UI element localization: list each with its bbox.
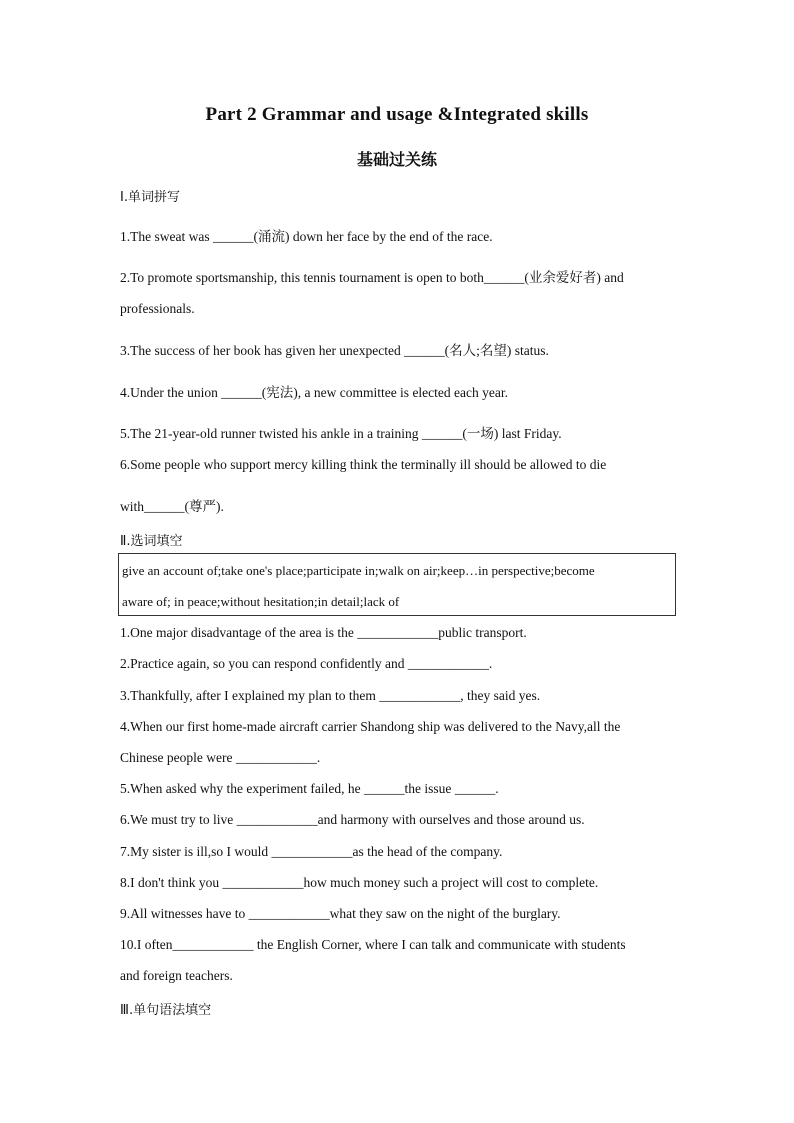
s1-item-2-cont: professionals. <box>120 301 195 316</box>
section-2-heading: Ⅱ.选词填空 <box>120 534 183 549</box>
section-1-heading: Ⅰ.单词拼写 <box>120 190 180 205</box>
word-box <box>118 553 676 616</box>
s2-item-8: 8.I don't think you ____________how much money such a project will cost to complete. <box>120 875 599 890</box>
s2-item-5: 5.When asked why the experiment failed, he ______the issue ______. <box>120 781 499 796</box>
word-box-line-2: aware of; in peace;without hesitation;in detail;lack of <box>122 594 400 609</box>
page-title: Part 2 Grammar and usage &Integrated skills <box>205 104 589 125</box>
s2-item-4: 4.When our first home-made aircraft carrier Shandong ship was delivered to the Navy,all the <box>120 719 621 734</box>
s2-item-6: 6.We must try to live ____________and harmony with ourselves and those around us. <box>120 812 585 827</box>
s1-item-2: 2.To promote sportsmanship, this tennis tournament is open to both______(业余爱好者) and <box>120 270 624 285</box>
s2-item-4-cont: Chinese people were ____________. <box>120 750 321 765</box>
word-box-line-1: give an account of;take one's place;participate in;walk on air;keep…in perspective;become <box>122 563 595 578</box>
s1-item-1: 1.The sweat was ______(涌流) down her face by the end of the race. <box>120 229 493 244</box>
s2-item-10-cont: and foreign teachers. <box>120 968 233 983</box>
page-subtitle: 基础过关练 <box>356 150 437 169</box>
s1-item-5: 5.The 21-year-old runner twisted his ankle in a training ______(一场) last Friday. <box>120 426 562 441</box>
s2-item-7: 7.My sister is ill,so I would ____________as the head of the company. <box>120 844 503 859</box>
s1-item-4: 4.Under the union ______(宪法), a new committee is elected each year. <box>120 385 508 400</box>
s2-item-9: 9.All witnesses have to ____________what they saw on the night of the burglary. <box>120 906 561 921</box>
s1-item-3: 3.The success of her book has given her unexpected ______(名人;名望) status. <box>120 343 549 358</box>
s1-item-6: 6.Some people who support mercy killing think the terminally ill should be allowed to die <box>120 457 607 472</box>
section-3-heading: Ⅲ.单句语法填空 <box>120 1003 212 1018</box>
s1-item-6-cont: with______(尊严). <box>120 499 224 514</box>
s2-item-3: 3.Thankfully, after I explained my plan to them ____________, they said yes. <box>120 688 541 703</box>
s2-item-1: 1.One major disadvantage of the area is the ____________public transport. <box>120 625 527 640</box>
s2-item-10: 10.I often____________ the English Corner, where I can talk and communicate with students <box>120 937 626 952</box>
s2-item-2: 2.Practice again, so you can respond confidently and ____________. <box>120 656 493 671</box>
